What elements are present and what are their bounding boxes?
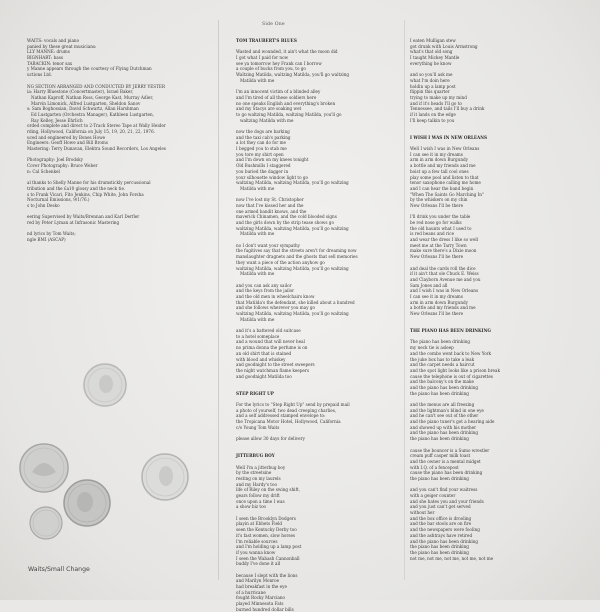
lyric-line: and goodnight Matilda too xyxy=(236,373,292,379)
lyric-line: and Marilyn Monroe xyxy=(236,578,280,584)
lyric-line: what's that old song xyxy=(410,49,453,55)
lyric-line: played Minnesota Fats xyxy=(236,601,284,607)
lyric-line: New Orleans I'll be there xyxy=(410,311,464,316)
lyric-line: The piano has been drinking xyxy=(410,339,470,345)
lyric-line: with I.Q. of a fencepost xyxy=(410,464,459,470)
lyric-line: I eaten Mulligan stew xyxy=(410,38,456,43)
lyric-line: a photo of yourself, two dead creeping charlies, xyxy=(236,407,337,413)
lyric-line: buddy I've done it all xyxy=(236,561,281,567)
lyric-line: and the combo went back to New York xyxy=(410,350,492,356)
lyric-line: if you wanna know xyxy=(236,549,276,555)
lyric-line: the piano has been drinking xyxy=(410,475,469,481)
credit-line: s: Sam Boghossian, David Schwartz, Allan Harshman xyxy=(27,106,139,112)
lyric-line: Waltzing Matilda, waltzing Matilda, you'll go waltzing xyxy=(236,72,350,78)
credit-line: red by Peter Lyman at Infrasonic Mastering xyxy=(27,220,120,225)
credit-line: eering Supervised by Waits/Brennan and Karl Derfler xyxy=(27,214,140,220)
credit-line: Marvin Limonick, Alfred Lustgarten, Sheldon Sanov xyxy=(27,100,141,106)
lyric-line: the piano has been drinking xyxy=(410,390,469,396)
lyric-line: New Orleans I'll be there xyxy=(410,202,464,208)
credits-column xyxy=(27,38,210,298)
song-title: THE PIANO HAS BEEN DRINKING xyxy=(410,328,491,334)
lyric-line: Matilda with me xyxy=(236,77,275,83)
lyric-line: cream puff casper milk toast xyxy=(410,453,471,459)
lyric-line: manslaughter dragnets and the ghosts that sell memories xyxy=(236,254,358,260)
lyric-line: and the old men in wheelchairs know xyxy=(236,293,315,299)
song-title: JITTERBUG BOY xyxy=(236,453,275,459)
lyric-line: and the spot light looks like a prison break xyxy=(410,367,500,373)
lyric-line: and my Hardy's too xyxy=(236,481,277,487)
lyric-line: and a wound that will never heal xyxy=(236,339,305,345)
lyric-line: and the girls down by the strip tease shows go xyxy=(236,220,334,225)
lyric-line: if it lands on the edge xyxy=(410,111,456,117)
lyric-line: and you can ask any sailor xyxy=(236,282,292,288)
lyric-line: because I slept with the lions xyxy=(236,572,298,578)
lyric-line: once upon a time I was xyxy=(236,498,285,504)
song-title: TOM TRAUBERT'S BLUES xyxy=(236,38,297,43)
credit-line: Nocturnal Emissions, 9/1/76.) xyxy=(27,197,90,203)
lyric-line: waltzing Matilda, waltzing Matilda, you'll go waltzing xyxy=(236,180,349,186)
lyric-line: meet me at the Tarry Town xyxy=(410,242,467,248)
lyric-line: if it ain't that ole Chuck E. Weiss xyxy=(410,271,479,277)
credit-line: WAITS: vocals and piano xyxy=(27,38,80,43)
lyric-line: the Tropicana Motor Hotel, Hollywood, California xyxy=(236,419,341,425)
lyric-line: the juke box has to take a leak xyxy=(410,356,475,362)
credit-line: Cover Photography: Bruce Weber xyxy=(27,163,98,169)
lyric-line: and the piano has been drinking xyxy=(410,384,479,390)
lyric-line: a bottle and my friends and me xyxy=(410,163,476,169)
lyric-line: now I've lost my St. Christopher xyxy=(236,197,304,203)
lyric-line: a bottle and my friends and me xyxy=(410,305,476,311)
lyric-line: flippin this quarter xyxy=(410,89,450,95)
lyrics-column-middle xyxy=(236,38,406,612)
lyric-line: and the piano has been drinking xyxy=(410,538,479,544)
album-caption: Waits/Small Change xyxy=(28,566,90,573)
lyric-line: by the whiskers on my chin xyxy=(410,197,468,203)
lyric-line: Matilda with me xyxy=(236,185,275,191)
lyric-line: the fugitives say that the streets aren't for dreaming now xyxy=(236,248,357,254)
credit-line: y Manne appears through the courtesy of Flying Dutchman xyxy=(27,66,152,72)
lyric-line: burned hundred dollar bills xyxy=(236,606,294,612)
lyric-line: the piano has been drinking xyxy=(410,544,469,550)
song-title: I WISH I WAS IN NEW ORLEANS xyxy=(410,134,488,140)
lyric-line: that Matilda's the defendant, she killed about a hundred xyxy=(236,299,355,305)
credit-line: Engineers: Geoff Howe and Bill Broms xyxy=(27,140,108,146)
lyric-line: gears follow my drift xyxy=(236,493,280,498)
lyric-line: the piano has been drinking xyxy=(410,549,469,555)
lyric-line: and Clayborn Avenue me and you xyxy=(410,276,481,282)
lyric-line: and the menus are all freezing xyxy=(410,402,475,407)
lyric-line: and you just can't get served xyxy=(410,504,471,510)
lyric-line: and the keys from the jailor xyxy=(236,288,295,294)
lyric-line: and wear the dress I like so well xyxy=(410,237,479,243)
lyric-line: of a hurricane xyxy=(236,589,266,595)
lyric-line: and showed up with his mother xyxy=(410,424,477,430)
lyric-line: and the ashtrays have retired xyxy=(410,532,473,538)
lyric-line: and I'm down on my knees tonight xyxy=(236,157,309,163)
credit-line: BIGNHART: bass xyxy=(27,55,63,61)
lyric-line: I can see it in my dreams xyxy=(410,293,463,299)
credit-line: s to Frank Vicari, Fito Jenkins, Chip White, John Forsha xyxy=(27,191,144,197)
lyric-line: and I wish I was in New Orleans xyxy=(410,288,479,294)
lyric-line: and she follows wherever you may go xyxy=(236,305,315,311)
lyric-line: Well I wish I was in New Orleans xyxy=(410,146,480,152)
credit-line: Nathan Kaproff, Nathan Ross, George Kast, Murray Adler, xyxy=(27,94,154,100)
lyric-line: waltzing Matilda, waltzing Matilda, you'll go waltzing xyxy=(236,311,349,316)
lyric-line: I taught Mickey Mantle xyxy=(410,55,460,61)
lyric-line: c/o Young Tom Waits xyxy=(236,424,280,430)
lyric-line: with a geiger counter xyxy=(410,493,456,498)
lyric-line: and you can't find your waitress xyxy=(410,487,478,493)
lyric-line: to go waltzing Matilda, waltzing Matilda, you'll go xyxy=(236,111,342,117)
lyric-line: the piano has been drinking xyxy=(410,436,469,442)
lyric-line: to a hotel someplace xyxy=(236,333,280,339)
lyric-line: For the lyrics to "Step Right Up" send by prepaid mail xyxy=(236,402,350,407)
lyric-line: no prima donna the perfume is on xyxy=(236,345,308,351)
lyric-line: your silhouette window light to go xyxy=(236,174,309,180)
credit-line: Photography: Joel Brodsky xyxy=(27,157,83,163)
credit-line: s to John Desko xyxy=(27,202,60,208)
lyric-line: and the balcony's on the make xyxy=(410,379,474,385)
lyric-line: cause the telephone is out of cigarettes xyxy=(410,373,493,379)
lyric-line: and goodnight to the street sweepers xyxy=(236,362,315,368)
lyric-line: please allow 30 days for delivery xyxy=(236,436,305,442)
lyric-line: a couple of bucks from you, to go xyxy=(236,66,306,72)
credit-line: TABACKIN: tenor sax xyxy=(27,60,73,66)
lyric-line: and I'm tired of all these soldiers here xyxy=(236,94,317,100)
lyric-line: now that I've kissed her and the xyxy=(236,202,304,208)
lyric-line: a show biz too xyxy=(236,504,267,510)
lyric-line: resting on my laurels xyxy=(236,475,281,481)
credit-line: Ray Kelley, Jesse Ehrlich xyxy=(27,117,83,123)
lyric-line: make sure there's a Dixie moon xyxy=(410,248,477,254)
credit-line: orded complete and direct to 2-Track Stereo Tape at Wally Heider xyxy=(27,123,166,129)
lyric-line: and the carpet needs a haircut xyxy=(410,362,475,368)
lyric-line: and if it's heads I'll go to xyxy=(410,100,462,106)
column-divider-left xyxy=(218,20,219,580)
lyric-line: and the newspapers were fooling xyxy=(410,527,480,533)
lyric-line: and he can't see out of the other xyxy=(410,413,479,419)
lyric-line: got drunk with Louis Armstrong xyxy=(410,43,478,49)
lyric-line: and my Stacys are soaking wet xyxy=(236,106,302,112)
lyrics-column-right xyxy=(410,38,580,598)
credit-line: uced and engineered by Bones Howe xyxy=(27,134,106,140)
lyric-line: and deal the cards roll the dice xyxy=(410,265,476,271)
lyric-line: hoist up a few tall cool ones xyxy=(410,168,469,174)
lyric-line: Tennessee, and tails I'll buy a drink xyxy=(410,106,485,112)
lyric-line: I'll drink you under the table xyxy=(410,214,471,220)
lyric-line: I seen the Brooklyn Dodgers xyxy=(236,515,296,521)
lyric-line: and the owner is a mental midget xyxy=(410,458,481,464)
credit-line: ia: Harry Bluestone (Concertmaster), Israel Baker, xyxy=(27,89,134,95)
lyric-line: Matilda with me xyxy=(236,271,275,277)
lyric-line: I begged you to stab me xyxy=(236,146,287,152)
lyric-line: life of Riley on the swing shift, xyxy=(236,487,300,493)
credit-line: nd lyrics by Tom Waits; xyxy=(27,231,76,237)
lyric-line: and it's a battered old suitcase xyxy=(236,328,301,334)
credit-line: LLY MANNE: drums xyxy=(27,49,70,55)
lyric-line: without her xyxy=(410,510,435,516)
lyric-line: I can see it in my dreams xyxy=(410,151,463,157)
lyric-line: the old haunts what I used to xyxy=(410,225,472,231)
lyric-line: they want a piece of the action anyhow go xyxy=(236,259,325,265)
side-label: Side One xyxy=(262,22,285,27)
lyric-line: I'll keep talkin to you xyxy=(410,117,455,123)
nickel-coin xyxy=(62,478,112,528)
song-title: STEP RIGHT UP xyxy=(236,390,274,396)
credit-line: Ed Lustgarten (Orchestra Manager), Kathleen Lustgarten, xyxy=(27,111,154,117)
lyric-line: everything he know xyxy=(410,60,452,66)
lyric-line: and the bar stools are on fire xyxy=(410,521,472,527)
credit-line: rding, Hollywood, California on July 15, 19, 20, 21, 22, 1976. xyxy=(27,129,156,134)
lyric-line: my neck tie is asleep xyxy=(410,345,454,351)
lyric-line: I'm reliable sources xyxy=(236,538,278,544)
lyric-line: and the box office is drooling xyxy=(410,515,472,521)
lyric-line: I'm an innocent victim of a blinded alley xyxy=(236,89,321,95)
lyric-line: cause the bouncer is a Sumo wrestler xyxy=(410,447,490,453)
quarter-right-coin xyxy=(140,452,190,502)
lyric-line: I got what I paid for now xyxy=(236,55,289,61)
lyric-line: maverick Chinamen, and the cold blooded signs xyxy=(236,214,337,220)
lyric-line: holdin up a lamp post xyxy=(410,83,456,89)
quarter-top-coin xyxy=(82,362,128,408)
credit-line: ngle BMI (ASCAP) xyxy=(27,237,66,243)
lyric-line: and a self addressed stamped envelope to: xyxy=(236,413,326,419)
lyric-line: with blood and whiskey xyxy=(236,356,286,362)
credit-line: tribution and the £a10 glossy and the neck tie. xyxy=(27,185,126,191)
lyric-line: and so you'll ask me xyxy=(410,72,453,78)
lyric-line: now the dogs are barking xyxy=(236,129,290,134)
lyric-line: play some pool and listen to that xyxy=(410,174,479,180)
lyric-line: "When The Saints Go Marching In" xyxy=(410,191,484,197)
credit-line: al thanks to Shelly Manne for his drumstickly percussional xyxy=(27,180,151,186)
lyric-line: and I'm holding up a lamp post xyxy=(236,544,302,550)
lyric-line: Wasted and wounded, it ain't what the moon did xyxy=(236,49,338,55)
credit-line: NG SECTION ARRANGED AND CONDUCTED BY JERRY YESTER xyxy=(27,83,165,89)
lyric-line: and I can hear the band begin xyxy=(410,185,474,191)
lyric-line: had breakfast in the eye xyxy=(236,584,287,589)
lyric-line: see ya tomorrow hey Frank can I borrow xyxy=(236,60,322,66)
lyric-line: it's fast women, slow horses xyxy=(236,532,296,538)
lyric-line: and the taxi cab's parking xyxy=(236,134,291,140)
lyric-line: fought Rocky Marciano xyxy=(236,595,286,601)
lyric-line: one armed bandit knows, and the xyxy=(236,208,307,214)
dime-coin xyxy=(28,505,64,541)
lyric-line: waltzing Matilda, waltzing Matilda, you'll go waltzing xyxy=(236,225,349,231)
lyric-line: waltzing Matilda with me xyxy=(236,117,294,123)
credit-line: uctions Ltd. xyxy=(27,72,52,78)
lyric-line: playin at Ebbets Field xyxy=(236,521,283,527)
lyric-line: and she hates you and your friends xyxy=(410,498,484,504)
lyric-line: Old Bushmills I staggered xyxy=(236,163,291,169)
lyric-line: seen the Kentucky Derby too xyxy=(236,527,297,533)
lyric-line: what I'm doin here xyxy=(410,77,450,83)
lyric-line: arm in arm down Burgundy xyxy=(410,157,469,163)
lyric-line: New Orleans I'll be there xyxy=(410,254,464,260)
credit-line: panied by these great musicians: xyxy=(27,43,97,49)
credit-line: n: Cal Schenkel xyxy=(27,168,60,174)
lyric-line: no one speaks English and everything's broken xyxy=(236,100,336,106)
lyric-line: Matilda with me xyxy=(236,231,275,237)
lyric-line: a lot they can do for me xyxy=(236,140,286,146)
lyric-line: arm in arm down Burgundy xyxy=(410,299,469,305)
lyric-line: trying to make up my mind xyxy=(410,94,467,100)
lyric-line: no I don't want your sympathy xyxy=(236,242,300,248)
lyric-line: is red beans and rice xyxy=(410,231,455,237)
lyric-line: and the lightman's blind in one eye xyxy=(410,407,484,413)
lyric-line: I seen the Wabash Cannonball xyxy=(236,555,300,561)
lyric-line: Matilda with me xyxy=(236,316,275,322)
lyric-line: you buried the dagger in xyxy=(236,168,289,174)
lyric-line: you tore my shirt open xyxy=(236,151,284,157)
lyric-line: waltzing Matilda, waltzing Matilda, you'll go waltzing xyxy=(236,265,349,271)
lyric-line: be red nose go for walks xyxy=(410,220,462,225)
lyric-line: by the streetsine xyxy=(236,470,272,476)
lyric-line: an old shirt that is stained xyxy=(236,350,292,356)
lyric-line: cause the piano has been drinking xyxy=(410,470,483,476)
lyric-line: Well I'm a jitterbug boy xyxy=(236,464,286,470)
lyric-line: tenor saxophone calling me home xyxy=(410,180,481,186)
lyric-line: Sam Jones and all xyxy=(410,282,448,288)
lyric-line: and the piano tuner's got a hearing aide xyxy=(410,419,495,425)
lyric-line: and the piano has been drinking xyxy=(410,430,479,436)
lyric-line: not me, not me, not me, not me, not me xyxy=(410,555,494,561)
lyric-line: the night watchman flame keepers xyxy=(236,367,309,373)
credit-line: Mastering: Terry Dunavan, Elektra Sound Recorders, Los Angeles xyxy=(27,146,166,152)
